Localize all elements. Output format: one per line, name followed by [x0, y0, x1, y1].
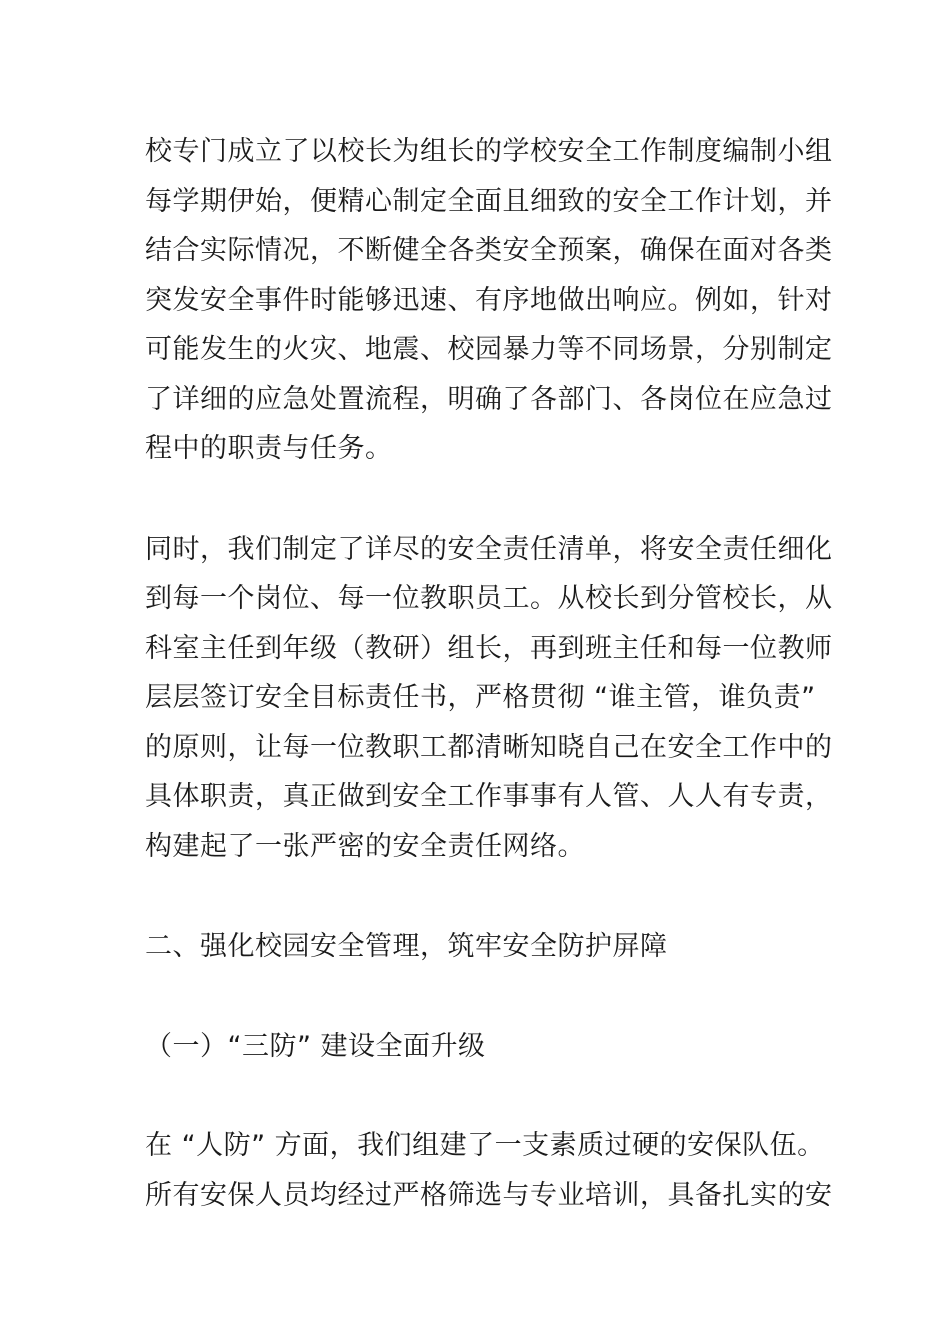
text-line: 结合实际情况，不断健全各类安全预案，确保在面对各类	[145, 235, 833, 266]
text-line: 构建起了一张严密的安全责任网络。	[145, 831, 585, 862]
text-line: 了详细的应急处置流程，明确了各部门、各岗位在应急过	[145, 384, 833, 415]
text-line: 可能发生的火灾、地震、校园暴力等不同场景，分别制定	[145, 334, 833, 365]
text-line: 到每一个岗位、每一位教职员工。从校长到分管校长，从	[145, 583, 833, 614]
text-line: 具体职责，真正做到安全工作事事有人管、人人有专责，	[145, 781, 833, 812]
text-line: 每学期伊始，便精心制定全面且细致的安全工作计划，并	[145, 186, 833, 217]
text-line: 所有安保人员均经过严格筛选与专业培训，具备扎实的安	[145, 1180, 833, 1211]
text-line: 同时，我们制定了详尽的安全责任清单，将安全责任细化	[145, 534, 833, 565]
text-line: 程中的职责与任务。	[145, 433, 393, 464]
text-line: 科室主任到年级（教研）组长，再到班主任和每一位教师	[145, 633, 833, 664]
text-line: 层层签订安全目标责任书，严格贯彻 “谁主管，谁负责”	[145, 682, 816, 713]
text-line: 在 “人防” 方面，我们组建了一支素质过硬的安保队伍。	[145, 1130, 825, 1161]
text-line: 的原则，让每一位教职工都清晰知晓自己在安全工作中的	[145, 732, 833, 763]
text-line: 突发安全事件时能够迅速、有序地做出响应。例如，针对	[145, 285, 833, 316]
section-heading: 二、强化校园安全管理，筑牢安全防护屏障	[145, 931, 668, 962]
text-line: 校专门成立了以校长为组长的学校安全工作制度编制小组	[145, 136, 833, 167]
subsection-heading: （一）“三防” 建设全面升级	[145, 1031, 486, 1062]
